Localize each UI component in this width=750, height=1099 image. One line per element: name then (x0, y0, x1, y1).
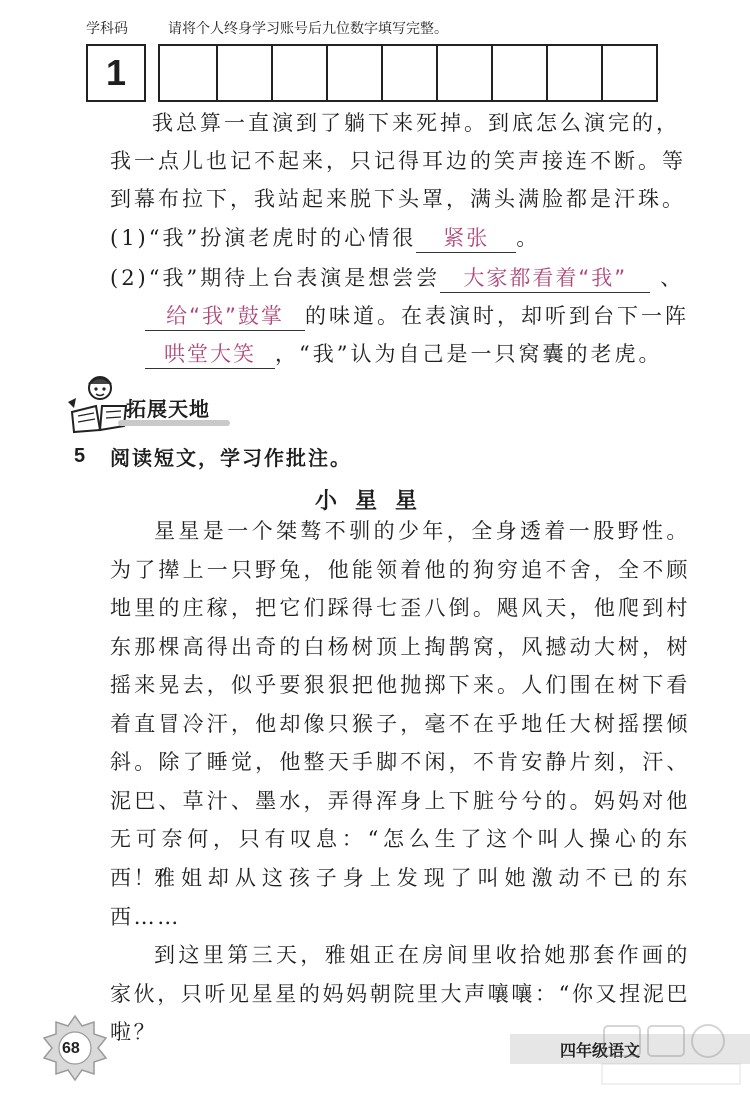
answer-2a: 大家都看着“我” (440, 262, 650, 293)
digit-box[interactable] (601, 46, 656, 100)
account-instruction: 请将个人终身学习账号后九位数字填写完整。 (168, 20, 448, 36)
digit-box[interactable] (160, 46, 216, 100)
answer-2c: 哄堂大笑 (145, 338, 275, 369)
book-label: 四年级语文 (560, 1041, 641, 1060)
story-paragraph-1: 星星是一个桀骜不驯的少年，全身透着一股野性。为了撵上一只野兔，他能领着他的狗穷追不舍，全不顾地里的庄稼，把它们踩得七歪八倒。飓风天，他爬到村东那棵高得出奇的白杨树顶上掏鹊窝，风撼动大树，树摇来晃去，似乎要狠狠把他抛掷下来。人们围在树下看着直冒冷汗，他却像只猴子，毫不在乎地任大树摇摆倾斜。除了睡觉，他整天手脚不闲，不肯安静片刻，汗、泥巴、草汁、墨水，弄得浑身上下脏兮兮的。妈妈对他无可奈何，只有叹息：“怎么生了这个叫人操心的东西！” (110, 519, 690, 890)
passage-ending: 我总算一直演到了躺下来死掉。到底怎么演完的，我一点儿也记不起来，只记得耳边的笑声接连不断。等到幕布拉下，我站起来脱下头罩，满头满脸都是汗珠。 (110, 111, 686, 211)
question-2-prefix: (2)“我”期待上台表演是想尝尝 (110, 266, 441, 290)
answer-2b: 给“我”鼓掌 (145, 300, 305, 331)
reading-child-icon (66, 372, 132, 436)
question-5-text: 阅读短文，学习作批注。 (110, 446, 352, 470)
answer-1: 紧张 (416, 222, 516, 253)
digit-box[interactable] (271, 46, 326, 100)
question-2-separator: 、 (660, 266, 685, 290)
digit-box[interactable] (546, 46, 601, 100)
story-paragraph-3: 到这里第三天，雅姐正在房间里收拾她那套作画的家伙，只听见星星的妈妈朝院里大声嚷嚷：“你又捏泥巴啦？ (110, 943, 690, 1044)
question-2-suffix: ，“我”认为自己是一只窝囊的老虎。 (275, 342, 663, 366)
question-2-line-2 (145, 300, 689, 331)
digit-box[interactable] (491, 46, 546, 100)
digit-box[interactable] (436, 46, 491, 100)
story-paragraph-2: 雅姐却从这孩子身上发现了叫她激动不已的东西…… (110, 866, 690, 929)
question-1-suffix: 。 (516, 226, 541, 250)
subject-code-label: 学科码 (86, 20, 128, 36)
question-5-number: 5 (74, 445, 86, 467)
digit-box[interactable] (216, 46, 271, 100)
subject-code-box: 1 (105, 52, 127, 93)
digit-box[interactable] (381, 46, 436, 100)
digit-box[interactable] (326, 46, 381, 100)
question-2-line-1 (110, 262, 684, 293)
account-number-boxes (86, 44, 146, 102)
watermark-logo (596, 1018, 746, 1092)
question-1 (110, 222, 540, 253)
question-2-middle: 的味道。在表演时，却听到台下一阵 (305, 304, 689, 328)
question-2-line-3 (145, 338, 662, 369)
section-title: 拓展天地 (126, 397, 210, 421)
story-title: 小星星 (314, 489, 435, 514)
page-number: 68 (62, 1040, 80, 1057)
digit-boxes (158, 44, 658, 102)
question-1-prefix: (1)“我”扮演老虎时的心情很 (110, 226, 417, 250)
